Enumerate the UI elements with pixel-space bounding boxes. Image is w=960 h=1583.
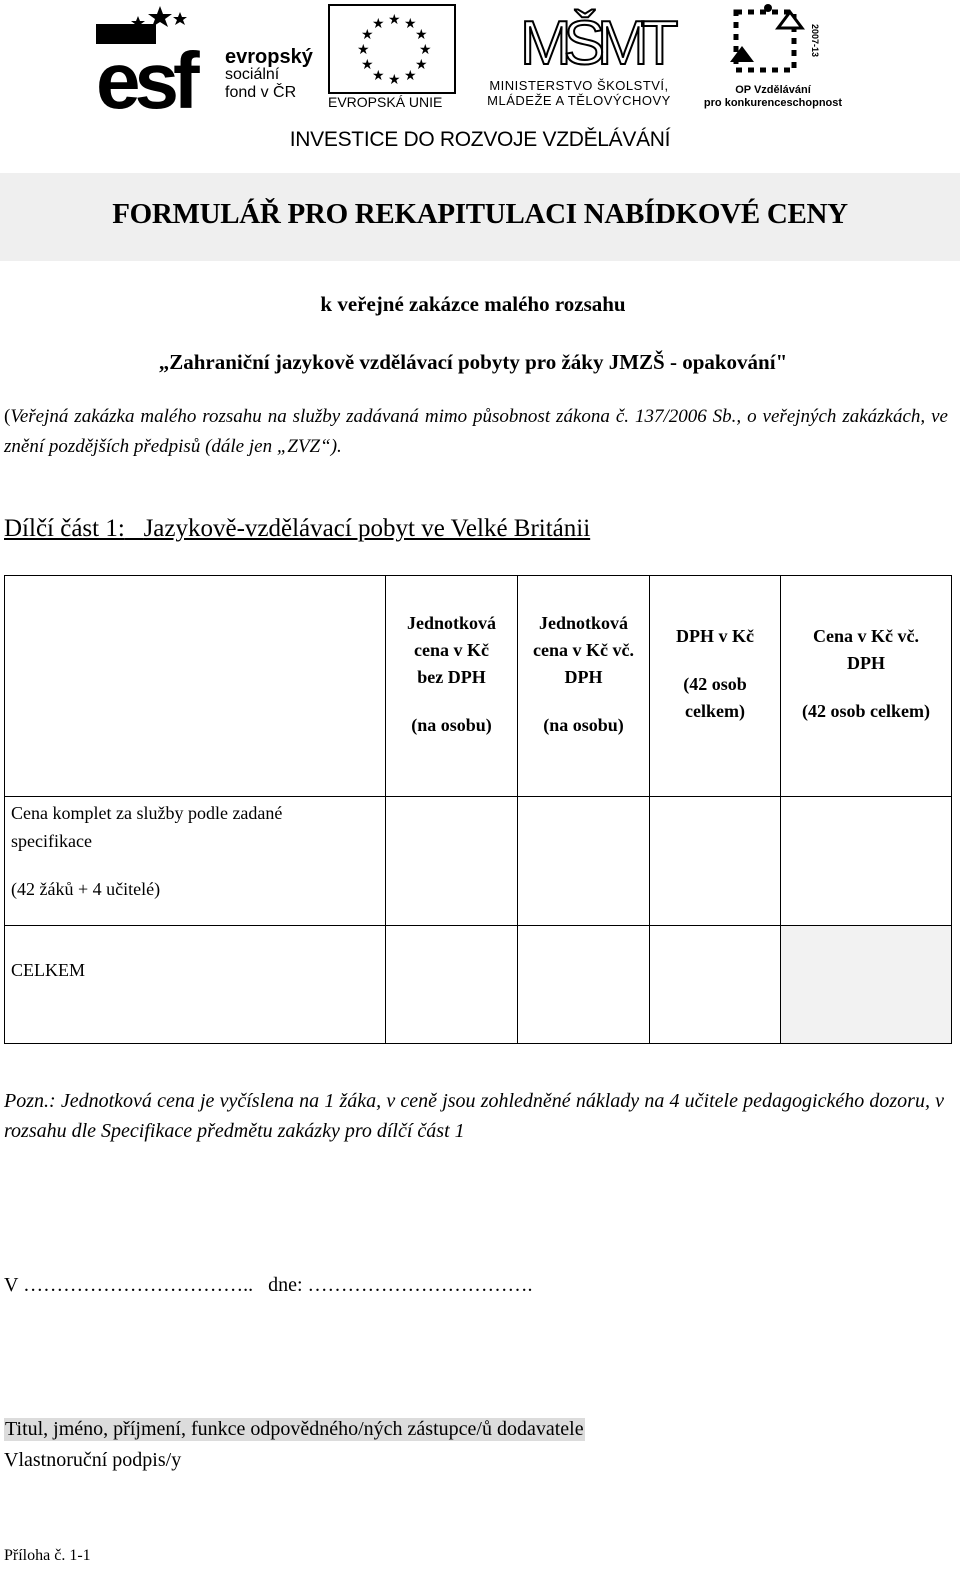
svg-text:★: ★ — [415, 28, 428, 43]
row-label-total — [5, 926, 386, 1044]
row1-label3: (42 žáků + 4 učitelé) — [11, 879, 161, 899]
svg-text:★: ★ — [372, 69, 385, 84]
col2-note: (na osobu) — [543, 715, 624, 735]
msmt-line1: MINISTERSTVO ŠKOLSTVÍ, — [489, 78, 669, 93]
recap-table — [4, 575, 952, 1044]
col1-line3: bez DPH — [417, 667, 486, 687]
col-header-unit-price — [386, 576, 518, 797]
svg-text:★: ★ — [419, 43, 432, 58]
col3-line1: DPH v Kč — [676, 626, 754, 646]
table-row-total — [5, 926, 952, 1044]
col3-note1: (42 osob — [683, 674, 747, 694]
total-cell-vat[interactable] — [650, 926, 781, 1044]
eu-stars-icon — [330, 6, 454, 92]
svg-text:★: ★ — [372, 17, 385, 32]
row-label-services — [5, 797, 386, 926]
op-logo — [728, 4, 818, 84]
col4-line1: Cena v Kč vč. — [813, 626, 919, 646]
col-header-vat — [650, 576, 781, 797]
col1-line1: Jednotková — [406, 613, 496, 633]
table-header-row — [5, 576, 952, 797]
table-row — [5, 797, 952, 926]
svg-text:★: ★ — [388, 13, 401, 28]
esf-logo — [96, 4, 224, 125]
input-cell-total-price[interactable] — [781, 797, 952, 926]
svg-text:★: ★ — [404, 69, 417, 84]
input-cell-unit-price[interactable] — [386, 797, 518, 926]
svg-text:★: ★ — [388, 73, 401, 88]
esf-line1: evropský — [225, 46, 313, 68]
col4-note: (42 osob celkem) — [802, 701, 930, 721]
part-heading — [4, 515, 590, 543]
op-text — [698, 84, 848, 110]
col-header-unit-price-vat — [518, 576, 650, 797]
op-line1: OP Vzdělávání — [735, 84, 811, 96]
esf-line3: fond v ČR — [225, 84, 297, 101]
svg-text:★: ★ — [361, 58, 374, 73]
project-name: „Zahraniční jazykově vzdělávací pobyty pro žáky JMZŠ - opakování" — [158, 350, 788, 374]
input-cell-vat[interactable] — [650, 797, 781, 926]
msmt-line2: MLÁDEŽE A TĚLOVÝCHOVY — [487, 93, 671, 108]
intro-paragraph — [4, 402, 948, 462]
col2-line3: DPH — [564, 667, 603, 687]
esf-logo-text — [225, 48, 313, 102]
esf-line2: sociální — [225, 66, 280, 83]
eu-flag-logo — [328, 4, 456, 94]
msmt-text — [468, 78, 690, 108]
col-header-total-price — [781, 576, 952, 797]
input-cell-unit-price-vat[interactable] — [518, 797, 650, 926]
svg-text:★: ★ — [415, 58, 428, 73]
svg-text:2007-13: 2007-13 — [810, 24, 820, 58]
row2-label1: CELKEM — [11, 960, 85, 980]
intro-paren: ( — [4, 406, 11, 427]
part-title: Jazykově-vzdělávací pobyt ve Velké Británii — [143, 515, 591, 542]
col2-line1: Jednotková — [538, 613, 628, 633]
eu-label: EVROPSKÁ UNIE — [328, 94, 443, 110]
row1-label2: specifikace — [11, 831, 92, 851]
svg-text:esf: esf — [96, 36, 194, 125]
page-title: FORMULÁŘ PRO REKAPITULACI NABÍDKOVÉ CENY — [112, 198, 848, 230]
col1-line2: cena v Kč — [414, 640, 489, 660]
header-empty-cell — [5, 576, 386, 797]
svg-text:MŠMT: MŠMT — [520, 9, 671, 78]
col1-note: (na osobu) — [411, 715, 492, 735]
footer-attachment: Příloha č. 1-1 — [4, 1547, 91, 1564]
msmt-logo — [520, 4, 671, 78]
total-cell-unit-price-vat[interactable] — [518, 926, 650, 1044]
row1-label1: Cena komplet za služby podle zadané — [11, 803, 283, 823]
total-cell-unit-price[interactable] — [386, 926, 518, 1044]
note-paragraph: Pozn.: Jednotková cena je vyčíslena na 1 žáka, v ceně jsou zohledněné náklady na 4 učitele pedagogického dozoru, v rozsahu dle Specifikace předmětu zakázky pro dílčí část 1 — [4, 1090, 944, 1142]
part-label: Dílčí část 1: — [4, 515, 125, 542]
svg-text:★: ★ — [357, 43, 370, 58]
total-cell-shaded — [781, 926, 952, 1044]
intro-text: Veřejná zakázka malého rozsahu na služby zadávaná mimo působnost zákona č. 137/2006 Sb., o veřejných zakázkách, ve znění pozdějších předpisů (dále jen „ZVZ“). — [4, 406, 948, 457]
signature-line: Vlastnoruční podpis/y — [4, 1449, 182, 1471]
svg-text:★: ★ — [361, 28, 374, 43]
col4-line2: DPH — [847, 653, 885, 673]
subtitle: k veřejné zakázce malého rozsahu — [320, 292, 626, 316]
place-date-line: V …………………………….. dne: ……………………………. — [4, 1274, 533, 1296]
col3-note2: celkem) — [685, 701, 745, 721]
investice-tagline: INVESTICE DO ROZVOJE VZDĚLÁVÁNÍ — [289, 128, 671, 151]
signature-title-line: Titul, jméno, příjmení, funkce odpovědného/ných zástupce/ů dodavatele — [5, 1418, 584, 1440]
col2-line2: cena v Kč vč. — [533, 640, 634, 660]
op-line2: pro konkurenceschopnost — [703, 97, 843, 109]
svg-text:★: ★ — [404, 17, 417, 32]
